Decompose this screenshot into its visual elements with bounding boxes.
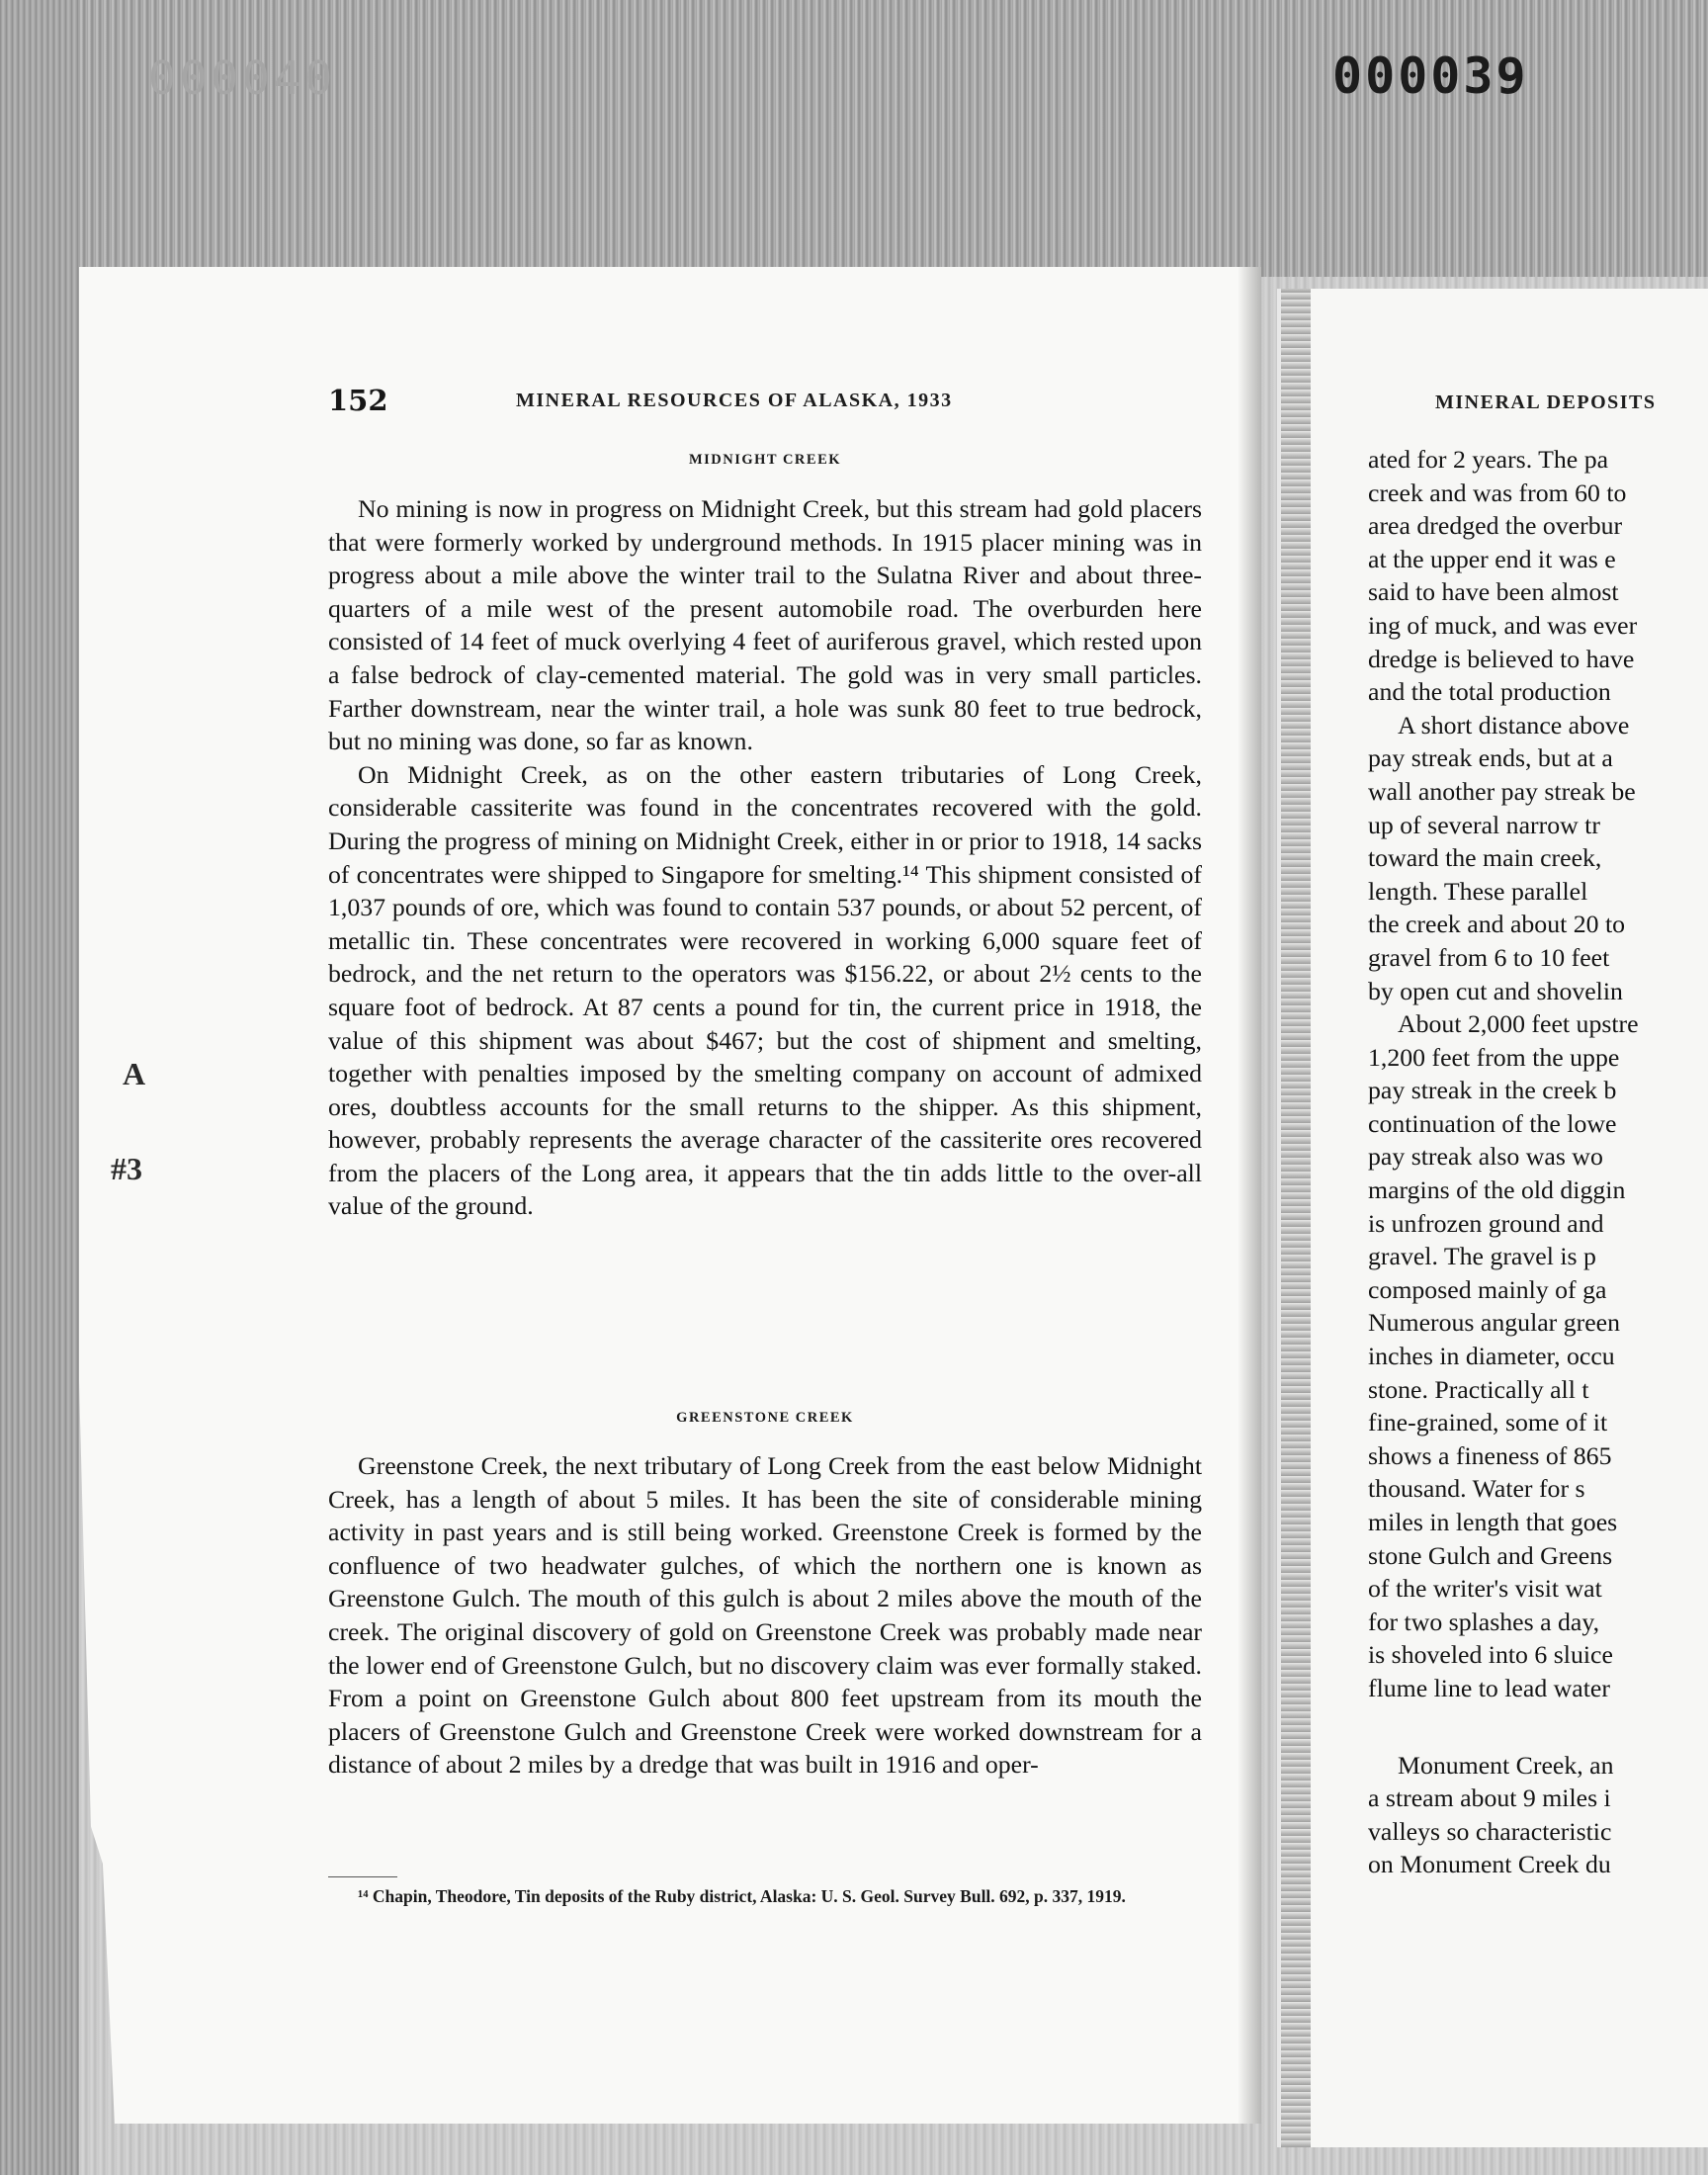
footnote-rule [328,1876,397,1877]
right-page-line: and the total production [1368,677,1611,707]
scan-background-left [0,0,79,2175]
section-heading-midnight-creek: MIDNIGHT CREEK [688,452,842,468]
paragraph-gap [1368,1705,1708,1749]
right-page-line: A short distance above [1398,710,1630,740]
right-page-line: pay streak ends, but at a [1368,743,1613,773]
right-page-line: on Monument Creek du [1368,1850,1611,1879]
right-page-column [1368,443,1708,1881]
paragraph: On Midnight Creek, as on the other eastern tributaries of Long Creek, considerable cassiterite was found in the concentrates recovered with the gold. During the progress of mining on Midnight Creek, either in or prior to 1918, 14 sacks of concentrates were shipped to Singapore for smelting.¹⁴ This shipment consisted of 1,037 pounds of ore, which was found to contain 537 pounds, or about 52 percent, of metallic tin. These concentrates were recovered in working 6,000 square feet of bedrock, and the net return to the operators was $156.22, or about 2½ cents to the square foot of bedrock. At 87 cents a pound for tin, the current price in 1918, the value of this shipment was about $467; but the cost of shipment and smelting, together with penalties imposed by the smelting company on account of admixed ores, doubtless accounts for the small returns to the shipper. As this shipment, however, probably represents the average character of the cassiterite ores recovered from the placers of the Long area, it appears that the tin adds little to the over-all value of the ground. [328,759,1202,1221]
right-page-line: valleys so characteristic [1368,1816,1612,1846]
margin-mark-number: #3 [111,1151,142,1186]
right-page-line: pay streak also was wo [1368,1142,1603,1172]
paragraph: Greenstone Creek, the next tributary of Long Creek from the east below Midnight Creek, has a length of about 5 miles. It has been the site of considerable mining activity in past years and is still being worked. Greenstone Creek is formed by the confluence of two headwater gulches, of which the northern one is known as Greenstone Gulch. The mouth of this gulch is about 2 miles above the mouth of the creek. The original discovery of gold on Greenstone Creek was probably made near the lower end of Greenstone Gulch, but no discovery claim was ever formally staked. From a point on Greenstone Gulch about 800 feet upstream from its mouth the placers of Greenstone Gulch and Greenstone Creek were worked downstream for a distance of about 2 miles by a dredge that was built in 1916 and oper- [328,1451,1202,1780]
right-page-line: creek and was from 60 to [1368,478,1627,507]
right-page-line: ated for 2 years. The pa [1368,445,1609,474]
right-page-line: a stream about 9 miles i [1368,1784,1611,1813]
page-number: 152 [328,384,388,417]
right-page-line: wall another pay streak be [1368,776,1636,806]
right-page-line: by open cut and shovelin [1368,976,1623,1005]
right-page-line: shows a fineness of 865 [1368,1440,1612,1470]
right-page-line: is shoveled into 6 sluice [1368,1640,1613,1670]
section-body-midnight-creek [328,492,1202,1223]
paragraph: No mining is now in progress on Midnight Creek, but this stream had gold placers that were formerly worked by underground methods. In 1915 placer mining was in progress about a mile above the winter trail to the Sulatna River and about three-quarters of a mile west of the present automobile road. The overburden here consisted of 14 feet of muck overlying 4 feet of auriferous gravel, which rested upon a false bedrock of clay-cemented material. The gold was in very small particles. Farther downstream, near the winter trail, a hole was sunk 80 feet to true bedrock, but no mining was done, so far as known. [328,494,1202,756]
right-page-line: area dredged the overbur [1368,511,1623,541]
right-page-running-head: MINERAL DEPOSITS [1435,392,1657,413]
right-page-line: flume line to lead water [1368,1673,1610,1702]
right-page-line: length. These parallel [1368,876,1588,906]
right-page-line: margins of the old diggin [1368,1175,1626,1205]
right-page-line: Numerous angular green [1368,1308,1621,1338]
margin-mark-a: A [123,1056,146,1091]
right-page-line: at the upper end it was e [1368,544,1616,573]
right-page-line: stone Gulch and Greens [1368,1540,1613,1570]
right-page-line: stone. Practically all t [1368,1374,1589,1404]
section-heading-greenstone-creek: GREENSTONE CREEK [676,1410,854,1426]
section-body-greenstone-creek [328,1449,1202,1782]
right-page-line: pay streak in the creek b [1368,1076,1617,1105]
right-page-line: ing of muck, and was ever [1368,610,1638,640]
faded-page-stamp: 000040 [148,51,337,105]
right-page-line: fine-grained, some of it [1368,1408,1608,1437]
right-page-line: said to have been almost [1368,577,1619,607]
right-page-line: of the writer's visit wat [1368,1574,1602,1604]
right-page-line: About 2,000 feet upstre [1398,1009,1639,1039]
right-page-line: the creek and about 20 to [1368,910,1626,939]
right-page-line: Monument Creek, an [1398,1750,1614,1780]
page-stamp: 000039 [1332,47,1529,105]
right-page-line: thousand. Water for s [1368,1474,1585,1504]
right-page-line: inches in diameter, occu [1368,1342,1615,1371]
footnote: ¹⁴ Chapin, Theodore, Tin deposits of the Ruby district, Alaska: U. S. Geol. Survey Bull. 692, p. 337, 1919. [358,1886,1126,1906]
running-head: MINERAL RESOURCES OF ALASKA, 1933 [516,390,953,411]
right-page-line: gravel. The gravel is p [1368,1242,1596,1271]
right-page-line: miles in length that goes [1368,1508,1618,1536]
right-page-line: gravel from 6 to 10 feet [1368,942,1610,972]
binding-shadow [1281,289,1311,2147]
right-page-line: dredge is believed to have [1368,644,1635,673]
right-page-line: continuation of the lowe [1368,1108,1617,1138]
right-page-line: toward the main creek, [1368,843,1602,873]
right-page-line: is unfrozen ground and [1368,1208,1604,1238]
right-page-line: 1,200 feet from the uppe [1368,1042,1620,1072]
right-page-line: composed mainly of ga [1368,1274,1607,1304]
right-page-line: for two splashes a day, [1368,1607,1600,1636]
scan-background-top [0,0,1708,277]
right-page-line: up of several narrow tr [1368,810,1600,839]
page-header [328,384,1198,419]
